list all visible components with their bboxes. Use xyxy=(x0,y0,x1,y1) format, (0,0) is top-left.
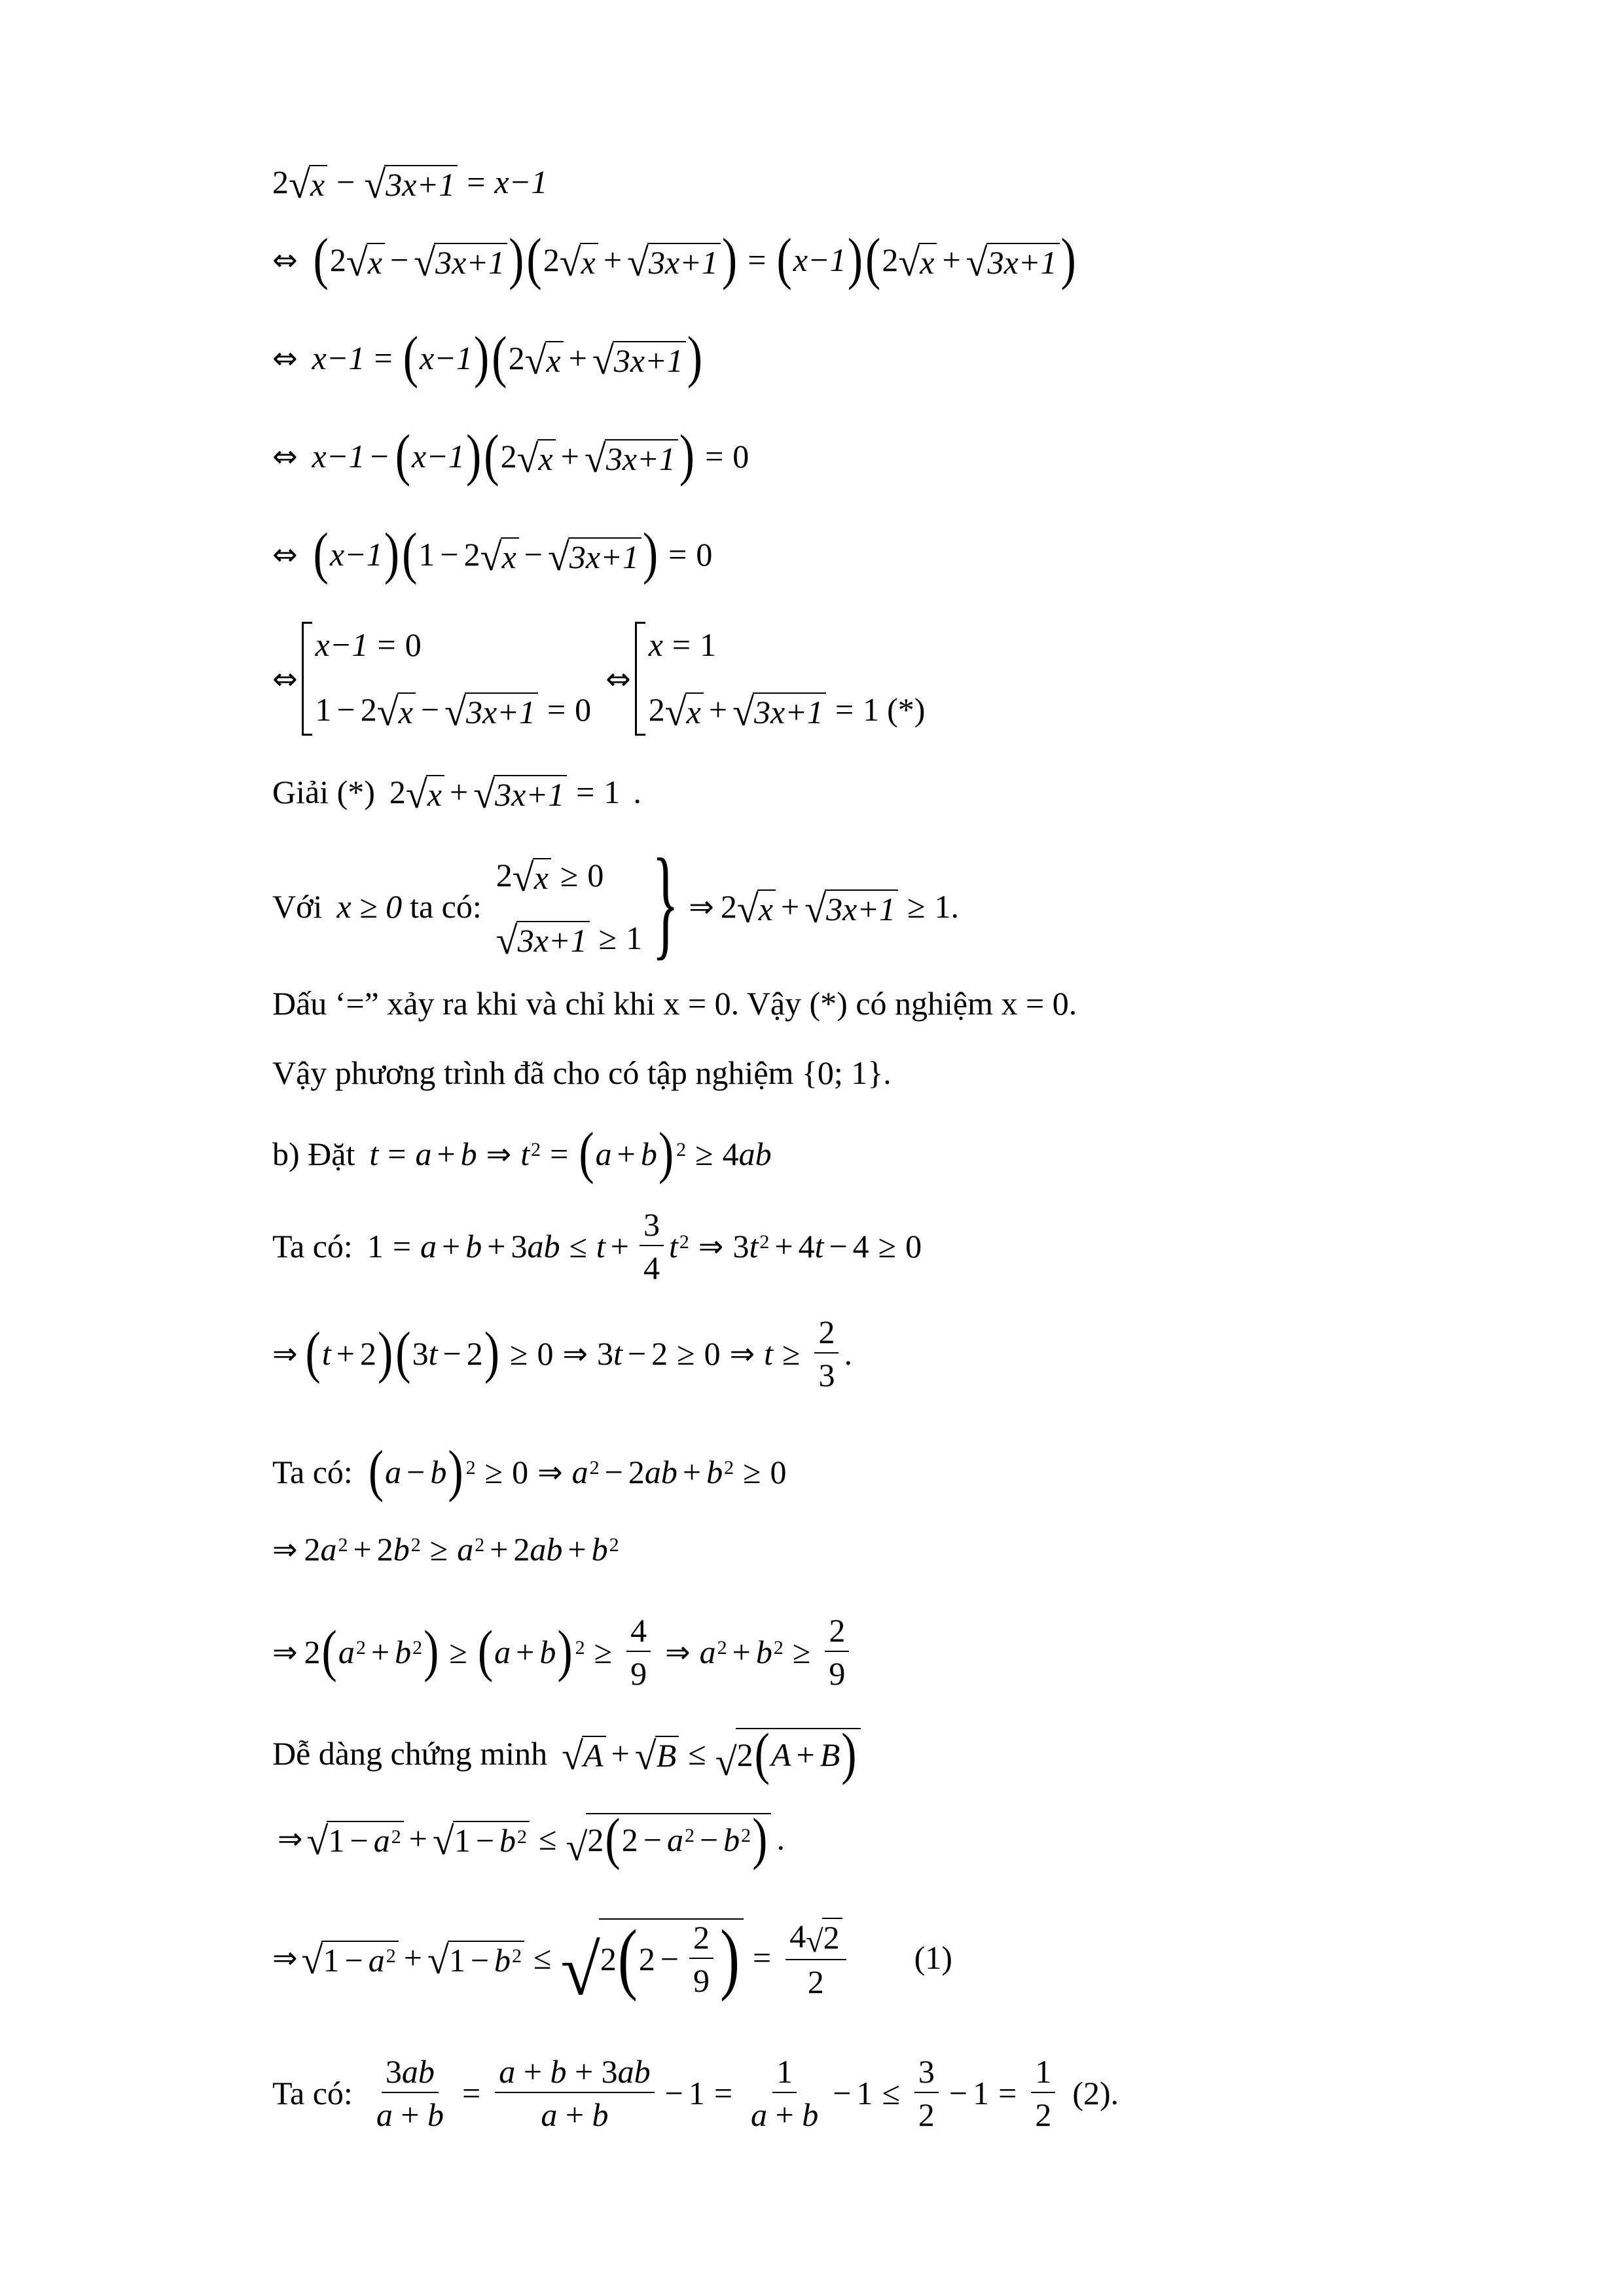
equation-line-5 xyxy=(272,522,713,586)
equation-line-1 xyxy=(272,162,548,206)
equation-line-6 xyxy=(272,622,925,736)
math-expression: $\frac{3ab}{a + b}$ = $\frac{a + b + 3ab}{a + b}$ − 1 = $\frac{1}{a + b}$ − 1 ≤ $\frac{3}{2}$ − 1 = $\frac{1}{2}$ (2). xyxy=(376,2053,1119,2133)
math-expression: ⇔ ( 2 √ x − √ 3x+1 ) ( 2 √ x + √ 3x+1 ) = ( x−1 ) ( 2 √ x + √ 3x+1 ) xyxy=(272,228,1076,291)
equation-line-3 xyxy=(272,326,704,389)
math-expression: t = a + b ⇒ t 2 = ( a + b ) 2 ≥ 4 ab xyxy=(369,1122,772,1185)
text-line-de-dang: Dễ dàng chứng minh √ A + √ B ≤ √ 2 ( A + B ) xyxy=(272,1728,861,1779)
text-line-ta-co-2: Ta có: ( a − b ) 2 ≥ 0 ⇒ a 2 − 2 ab + b 2 ≥ 0 xyxy=(272,1440,787,1503)
text-line-vay-pt: Vậy phương trình đã cho có tập nghiệm {0; 1}. xyxy=(272,1054,892,1091)
math-expression: 2 √ x + √ 3x+1 = 1 . xyxy=(389,773,641,816)
equation-line-2a2 xyxy=(272,1533,619,1566)
equation-line-root-ineq xyxy=(272,1808,785,1871)
math-expression: ⇔ x−1 = ( x−1 ) ( 2 √ x + √ 3x+1 ) xyxy=(272,326,703,389)
math-expression: √ A + √ B ≤ √ 2 ( A + B ) xyxy=(562,1728,860,1779)
math-expression: 2 √ x − √ 3x+1 = x−1 xyxy=(272,163,548,206)
math-expression: ⇔ x−1 = 0 1 − 2 √ x − √ 3x+1 = 0 ⇔ x = 1 2 √ x + √ 3x+1 = 1 (*) xyxy=(272,622,925,736)
text-line-ta-co-3: Ta có: $\frac{3ab}{a + b}$ = $\frac{a + b + 3ab}{a + b}$ − 1 = $\frac{1}{a + b}$ − 1 ≤ $\frac{3}{2}$ − 1 = $\frac{1}{2}$ (2). xyxy=(272,2053,1119,2133)
math-expression: 1 = a + b + 3 ab ≤ t + $\frac{3}{4}$ t 2 ⇒ 3 t 2 + 4 t − 4 ≥ 0 xyxy=(367,1206,922,1286)
case-bracket-left: x−1 = 0 1 − 2 √ x − √ 3x+1 = 0 xyxy=(302,622,592,736)
math-expression: ⇒ √ 1 − a 2 + √ 1 − b 2 ≤ √ 2 ( 2 − a 2 − b 2 ) . xyxy=(278,1808,785,1871)
math-expression: ⇒ ( t + 2 ) ( 3 t − 2 ) ≥ 0 ⇒ 3 t − 2 ≥ 0 ⇒ t ≥ $\frac{2}{3}$ . xyxy=(272,1314,852,1393)
math-expression: ⇔ ( x−1 ) ( 1 − 2 √ x − √ 3x+1 ) = 0 xyxy=(272,522,713,586)
math-expression: ( a − b ) 2 ≥ 0 ⇒ a 2 − 2 ab + b 2 ≥ 0 xyxy=(368,1440,787,1503)
equation-line-4 xyxy=(272,424,749,488)
brace-system: 2 √ x ≥ 0 √ 3x+1 ≥ 1 } ⇒ 2 √ x + √ 3x+1 ≥ 1 . xyxy=(496,834,960,971)
equation-line-sum-squares xyxy=(272,1614,854,1690)
equation-line-t xyxy=(272,1316,852,1391)
math-expression: ⇒ √ 1 − a 2 + √ 1 − b 2 ≤ √ 2 ( 2 − $\frac{2}{9}$ ) = 4 √ 2 2 (1) xyxy=(272,1914,952,2011)
equation-line-2 xyxy=(272,228,1077,291)
text-line-ta-co-1: Ta có: 1 = a + b + 3 ab ≤ t + $\frac{3}{4}$ t 2 ⇒ 3 t 2 + 4 t − 4 ≥ 0 xyxy=(272,1206,922,1286)
math-expression: ⇒ 2 ( a 2 + b 2 ) ≥ ( a + b ) 2 ≥ $\frac{4}{9}$ ⇒ a 2 + b 2 ≥ $\frac{2}{9}$ xyxy=(272,1614,854,1690)
math-expression: ⇒ 2 a 2 + 2 b 2 ≥ a 2 + 2 ab + b 2 xyxy=(272,1531,619,1568)
text-line-dau-bang: Dấu ‘=” xảy ra khi và chỉ khi x = 0. Vậy (*) có nghiệm x = 0. xyxy=(272,985,1077,1022)
text-line-b-dat: b) Đặt t = a + b ⇒ t 2 = ( a + b ) 2 ≥ 4 ab xyxy=(272,1122,772,1185)
text-line-giai: Giải (*) 2 √ x + √ 3x+1 = 1 . xyxy=(272,773,641,816)
math-expression: ⇔ x−1 − ( x−1 ) ( 2 √ x + √ 3x+1 ) = 0 xyxy=(272,424,749,488)
case-bracket-right: x = 1 2 √ x + √ 3x+1 = 1 (*) xyxy=(635,622,926,736)
text-line-voi: Với x ≥ 0 ta có: 2 √ x ≥ 0 √ 3x+1 ≥ 1 } ⇒ 2 √ x + √ 3x+1 ≥ 1 . xyxy=(272,834,960,971)
equation-line-1-labelled xyxy=(272,1914,952,2011)
